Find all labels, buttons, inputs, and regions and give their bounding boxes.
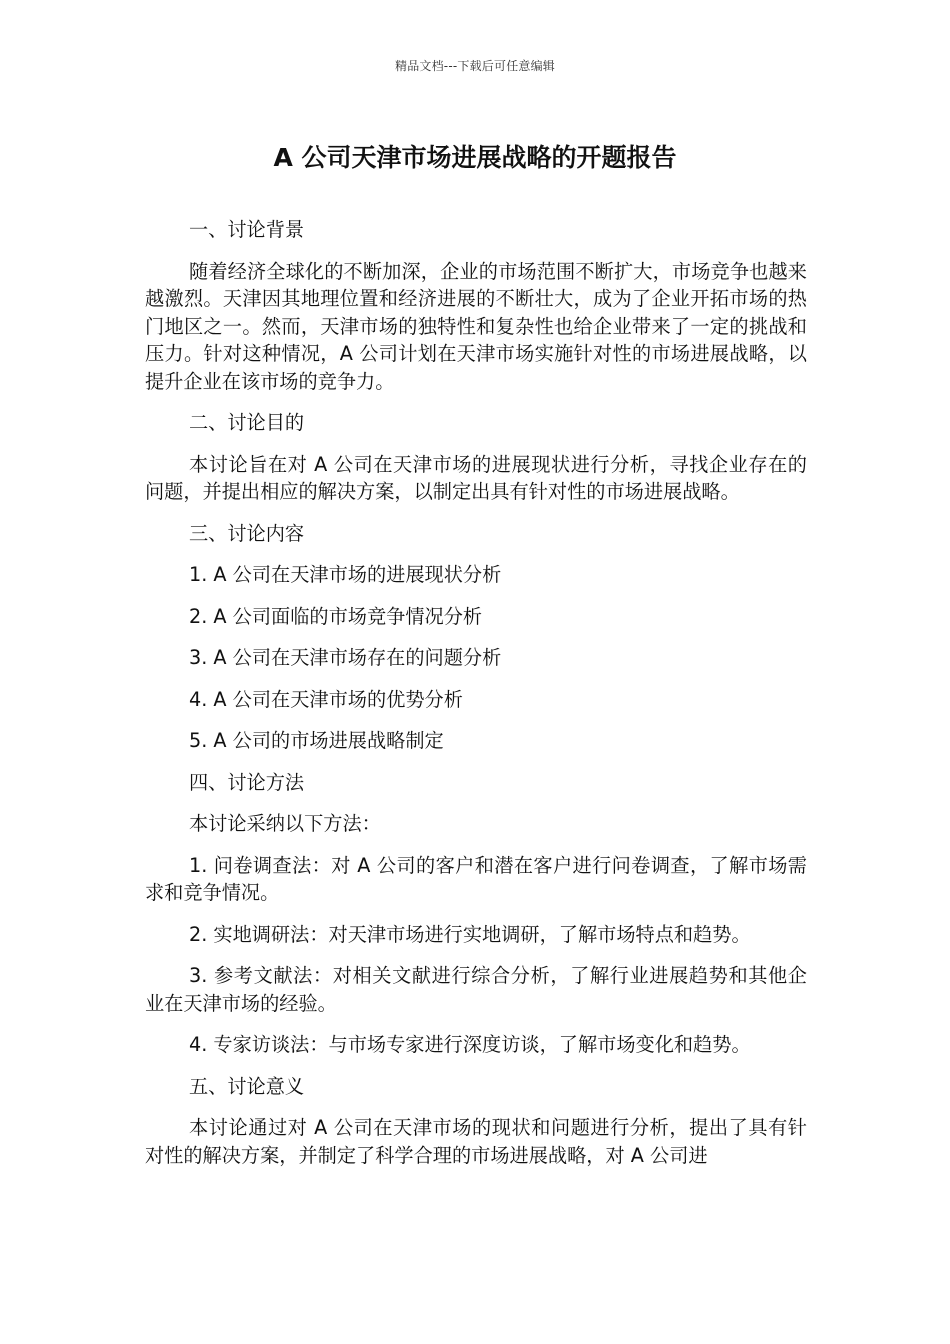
document-title: A 公司天津市场进展战略的开题报告 (273, 143, 677, 172)
document-body (145, 216, 807, 1183)
header-note: 精品文档---下载后可任意编辑 (395, 59, 555, 73)
content-list-item: 4. A 公司在天津市场的优势分析 (189, 687, 463, 711)
paragraph-purpose: 本讨论旨在对 A 公司在天津市场的进展现状进行分析，寻找企业存在的问题，并提出相应的解决方案，以制定出具有针对性的市场进展战略。 (145, 452, 807, 503)
content-list-item: 3. A 公司在天津市场存在的问题分析 (189, 646, 502, 669)
content-list-item: 2. A 公司面临的市场竞争情况分析 (189, 604, 483, 628)
paragraph-methods-intro: 本讨论采纳以下方法： (189, 812, 381, 835)
section-heading-content: 三、讨论内容 (189, 521, 305, 545)
method-list-item: 2. 实地调研法：对天津市场进行实地调研，了解市场特点和趋势。 (189, 922, 751, 946)
content-list-item: 5. A 公司的市场进展战略制定 (189, 729, 444, 752)
paragraph-significance: 本讨论通过对 A 公司在天津市场的现状和问题进行分析，提出了具有针对性的解决方案，并制定了科学合理的市场进展战略，对 A 公司进 (145, 1116, 807, 1167)
section-heading-background: 一、讨论背景 (189, 218, 305, 241)
content-list-item: 1. A 公司在天津市场的进展现状分析 (189, 563, 502, 586)
method-list-item: 3. 参考文献法：对相关文献进行综合分析，了解行业进展趋势和其他企业在天津市场的经验。 (145, 964, 807, 1015)
method-list-item: 1. 问卷调查法：对 A 公司的客户和潜在客户进行问卷调查，了解市场需求和竞争情况。 (145, 853, 807, 904)
section-heading-significance: 五、讨论意义 (189, 1074, 305, 1098)
method-list-item: 4. 专家访谈法：与市场专家进行深度访谈，了解市场变化和趋势。 (189, 1033, 751, 1056)
section-heading-purpose: 二、讨论目的 (189, 411, 305, 434)
paragraph-background: 随着经济全球化的不断加深，企业的市场范围不断扩大，市场竞争也越来越激烈。天津因其地理位置和经济进展的不断壮大，成为了企业开拓市场的热门地区之一。然而，天津市场的独特性和复杂性也给企业带来了一定的挑战和压力。针对这种情况，A 公司计划在天津市场实施针对性的市场进展战略，以提升企业在该市场的竞争力。 (145, 259, 807, 393)
section-heading-methods: 四、讨论方法 (189, 770, 305, 794)
